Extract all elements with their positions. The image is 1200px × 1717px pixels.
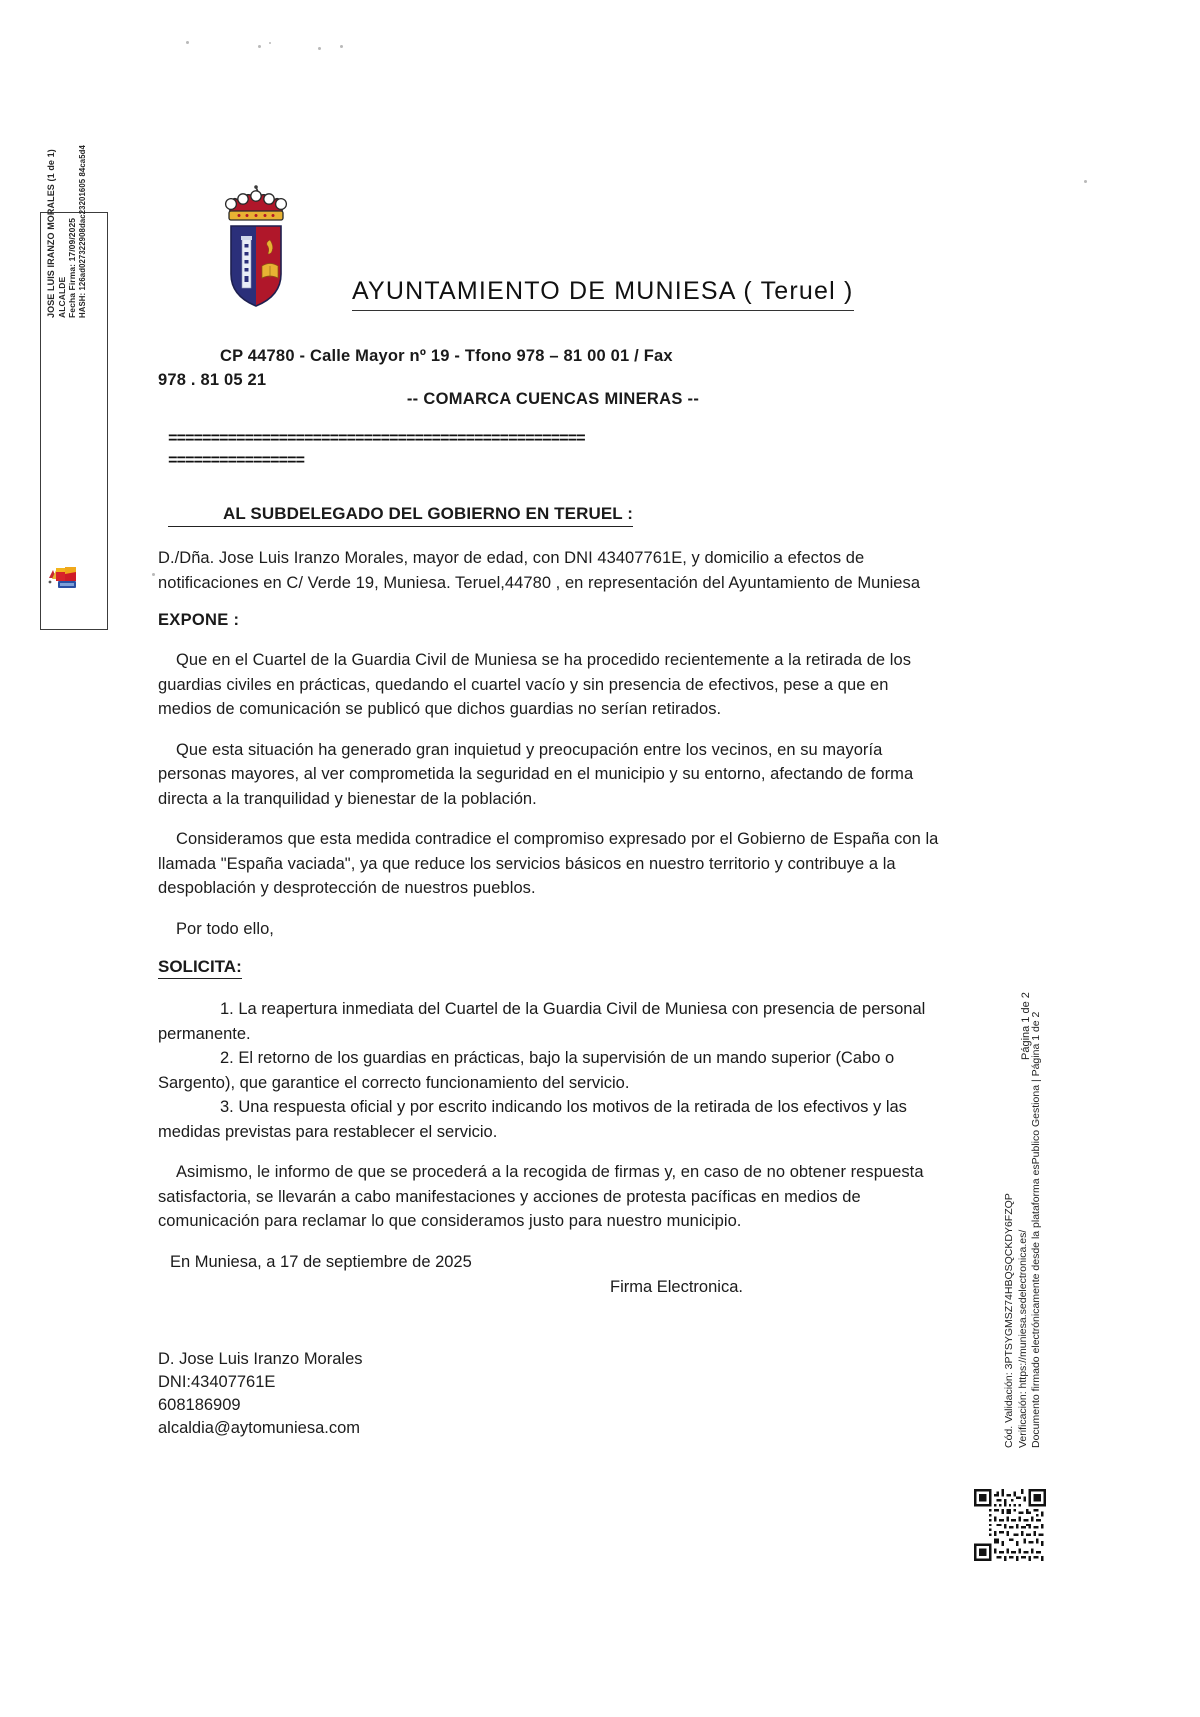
address-line-1: CP 44780 - Calle Mayor nº 19 - Tfono 978 – 81 00 01 / Fax	[220, 347, 673, 365]
coat-of-arms-icon	[216, 182, 296, 310]
place-and-date: En Muniesa, a 17 de septiembre de 2025	[170, 1252, 472, 1271]
scan-speckle	[1084, 180, 1087, 183]
asimismo-paragraph: Asimismo, le informo de que se procederá a la recogida de firmas y, en caso de no obtener respuesta satisfactoria, se llevarán a cabo manifestaciones y acciones de protesta pacíficas en medios de comunicación para reclamar lo que consideramos justo para nuestro municipio.	[158, 1163, 924, 1230]
separator-line-2: ================	[168, 452, 305, 470]
verification-plataforma: Documento firmado electrónicamente desde la plataforma esPublico Gestiona | Página 1 de 2	[1030, 1011, 1042, 1448]
signer-block	[158, 1348, 363, 1440]
por-todo-ello: Por todo ello,	[176, 919, 274, 938]
scan-speckle	[186, 41, 189, 44]
stamp-role: ALCALDE	[56, 276, 67, 318]
expone-paragraph-2: Que esta situación ha generado gran inquietud y preocupación entre los vecinos, en su mayoría personas mayores, al ver comprometida la seguridad en el municipio y su entorno, afectando de forma directa a la tranquilidad y bienestar de la población.	[158, 740, 914, 808]
stamp-hash: HASH: 126ad027322908dac23201605 84ca5d4	[77, 145, 87, 318]
solicita-item-3: 3. Una respuesta oficial y por escrito indicando los motivos de la retirada de los efectivos y las medidas previstas para restablecer el servicio.	[158, 1098, 907, 1141]
intro-paragraph: D./Dña. Jose Luis Iranzo Morales, mayor de edad, con DNI 43407761E, y domicilio a efectos de notificaciones en C/ Verde 19, Muniesa. Teruel,44780 , en representación del Ayuntamiento de Muniesa	[158, 549, 921, 592]
verification-url: Verificación: https://muniesa.sedelectronica.es/	[1016, 1229, 1029, 1448]
scan-speckle	[258, 45, 261, 48]
stamp-date: Fecha Firma: 17/09/2025	[67, 217, 77, 318]
firma-electronica-label: Firma Electronica.	[610, 1278, 743, 1296]
page-number-label: Página 1 de 2	[1020, 992, 1032, 1060]
solicita-list	[158, 997, 940, 1144]
addressee-heading: AL SUBDELEGADO DEL GOBIERNO EN TERUEL :	[168, 504, 633, 527]
solicita-item-2: 2. El retorno de los guardias en prácticas, bajo la supervisión de un mando superior (Cabo o Sargento), que garantice el correcto funcionamiento del servicio.	[158, 1049, 895, 1092]
signature-stamp-text	[46, 18, 88, 318]
solicita-item-1: 1. La reapertura inmediata del Cuartel de la Guardia Civil de Muniesa con presencia de personal permanente.	[158, 1000, 926, 1043]
stamp-signer-name: JOSE LUIS IRANZO MORALES (1 de 1)	[46, 149, 56, 318]
scan-speckle	[318, 47, 321, 50]
address-block	[158, 344, 948, 392]
signer-dni: DNI:43407761E	[158, 1373, 276, 1391]
separator-line-1: =================================================	[168, 430, 585, 448]
signer-email: alcaldia@aytomuniesa.com	[158, 1419, 361, 1437]
address-line-2: 978 . 81 05 21	[158, 371, 267, 389]
signer-phone: 608186909	[158, 1396, 241, 1414]
scan-speckle	[340, 45, 343, 48]
comarca-label: -- COMARCA CUENCAS MINERAS --	[406, 390, 700, 408]
scan-speckle	[152, 573, 155, 576]
qr-code-icon	[974, 1489, 1046, 1561]
scan-speckle	[269, 42, 271, 44]
page-title: AYUNTAMIENTO DE MUNIESA ( Teruel )	[352, 277, 854, 311]
expone-paragraph-3: Consideramos que esta medida contradice el compromiso expresado por el Gobierno de España con la llamada "España vaciada", ya que reduce los servicios básicos en nuestro territorio y contribuye a la despoblación y desprotección de nuestros pueblos.	[158, 830, 939, 897]
solicita-heading: SOLICITA:	[158, 957, 242, 979]
expone-heading: EXPONE :	[158, 611, 240, 629]
stamp-emblem-icon	[44, 562, 84, 592]
expone-paragraph-1: Que en el Cuartel de la Guardia Civil de Muniesa se ha procedido recientemente a la retirada de los guardias civiles en prácticas, quedando el cuartel vacío y sin presencia de efectivos, pese a que en medios de comunicación se publicó que dichos guardias no serían retirados.	[158, 651, 912, 718]
verification-codigo: Cód. Validación: 3PTSYGMSZ74HBQSQCKDY6FZQP	[1003, 1193, 1015, 1448]
signer-name: D. Jose Luis Iranzo Morales	[158, 1350, 363, 1368]
document-body	[158, 546, 940, 1297]
